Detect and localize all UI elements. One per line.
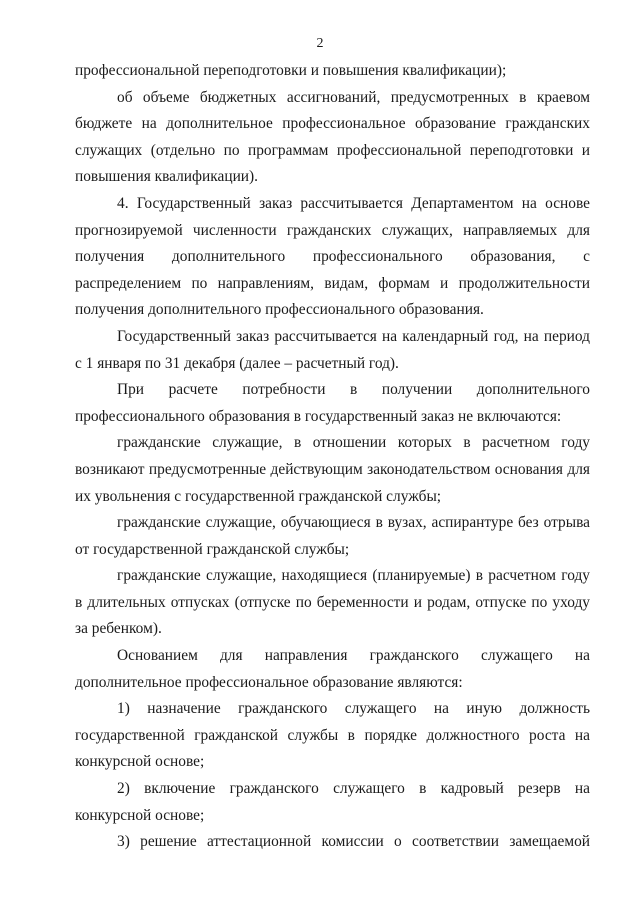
paragraph-11: 2) включение гражданского служащего в кадровый резерв на конкурсной основе;: [75, 780, 590, 824]
paragraph-5: При расчете потребности в получении дополнительного профессионального образования в государственный заказ не включаются:: [75, 381, 590, 425]
paragraph-6: гражданские служащие, в отношении которых в расчетном году возникают предусмотренные действующим законодательством основания для их увольнения с государственной гражданской службы;: [75, 434, 590, 505]
paragraph-1: профессиональной переподготовки и повышения квалификации);: [75, 62, 507, 79]
paragraph-12: 3) решение аттестационной комиссии о соответствии замещаемой: [117, 833, 590, 851]
paragraph-10: 1) назначение гражданского служащего на иную должность государственной гражданской службы в порядке должностного роста на конкурсной основе;: [75, 700, 590, 771]
page-number: 2: [316, 36, 324, 51]
document-body: [75, 58, 590, 856]
paragraph-4: Государственный заказ рассчитывается на календарный год, на период с 1 января по 31 декабря (далее – расчетный год).: [75, 327, 590, 372]
paragraph-3: 4. Государственный заказ рассчитывается Департаментом на основе прогнозируемой численности гражданских служащих, направляемых для получения дополнительного профессионального образования, с распределением по направлениям, видам, формам и продолжительности получения дополнительного профессионального образования.: [75, 194, 590, 319]
paragraph-8: гражданские служащие, находящиеся (планируемые) в расчетном году в длительных отпусках (отпуске по беременности и родам, отпуске по уходу за ребенком).: [75, 567, 590, 638]
paragraph-2: об объеме бюджетных ассигнований, предусмотренных в краевом бюджете на дополнительное профессиональное образование гражданских служащих (отдельно по программам профессиональной переподготовки и повышения квалификации).: [75, 88, 590, 186]
paragraph-7: гражданские служащие, обучающиеся в вузах, аспирантуре без отрыва от государственной гражданской службы;: [75, 514, 590, 558]
paragraph-9: Основанием для направления гражданского служащего на дополнительное профессиональное образование являются:: [75, 647, 590, 691]
